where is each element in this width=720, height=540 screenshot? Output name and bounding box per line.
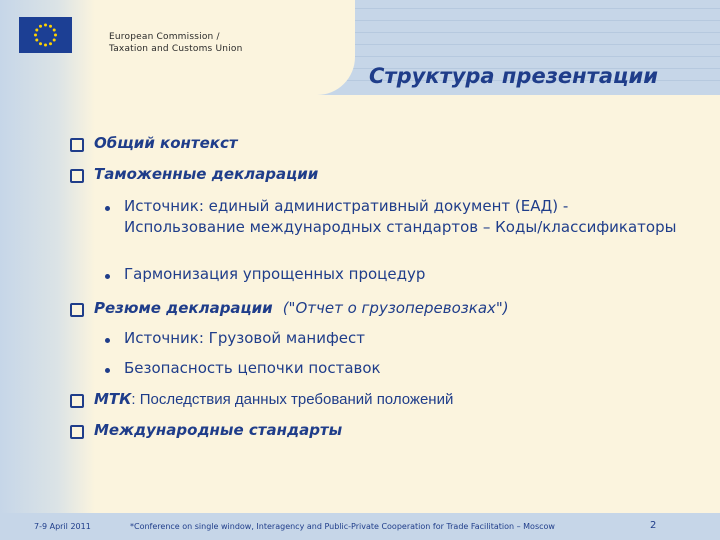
list-item-note: ("Отчет о грузоперевозках") xyxy=(282,299,509,317)
list-item-label: Резюме декларации xyxy=(94,299,273,317)
bullet-dot-icon xyxy=(105,338,110,343)
checkbox-bullet-icon xyxy=(70,138,84,152)
bullet-dot-icon xyxy=(105,368,110,373)
list-item: Таможенные декларации xyxy=(94,165,319,183)
sub-list-item: Источник: единый административный документ (ЕАД) - Использование международных стандартов – Коды/классификаторы xyxy=(124,197,677,236)
list-item xyxy=(94,299,509,317)
checkbox-bullet-icon xyxy=(70,303,84,317)
slide-title: Структура презентации xyxy=(368,64,658,88)
list-item xyxy=(94,390,453,408)
eu-flag-icon xyxy=(19,17,72,53)
checkbox-bullet-icon xyxy=(70,394,84,408)
org-name-line1: European Commission / xyxy=(109,32,220,42)
checkbox-bullet-icon xyxy=(70,425,84,439)
bullet-dot-icon xyxy=(105,274,110,279)
bullet-dot-icon xyxy=(105,206,110,211)
sub-list-item: Источник: Грузовой манифест xyxy=(124,329,366,347)
list-item: Общий контекст xyxy=(94,134,238,152)
list-item-rest: : Последствия данных требований положений xyxy=(131,391,454,408)
page-number: 2 xyxy=(650,520,657,531)
checkbox-bullet-icon xyxy=(70,169,84,183)
org-name-line2: Taxation and Customs Union xyxy=(109,44,243,54)
sub-list-item: Гармонизация упрощенных процедур xyxy=(124,265,426,283)
sub-list-item: Безопасность цепочки поставок xyxy=(124,359,381,377)
list-item-label: МТК xyxy=(94,390,132,408)
left-band xyxy=(0,0,95,540)
list-item: Международные стандарты xyxy=(94,421,343,439)
footer-date: 7-9 April 2011 xyxy=(34,522,91,531)
footer-conference: *Conference on single window, Interagency and Public-Private Cooperation for Trade Facilitation – Moscow xyxy=(130,522,555,531)
